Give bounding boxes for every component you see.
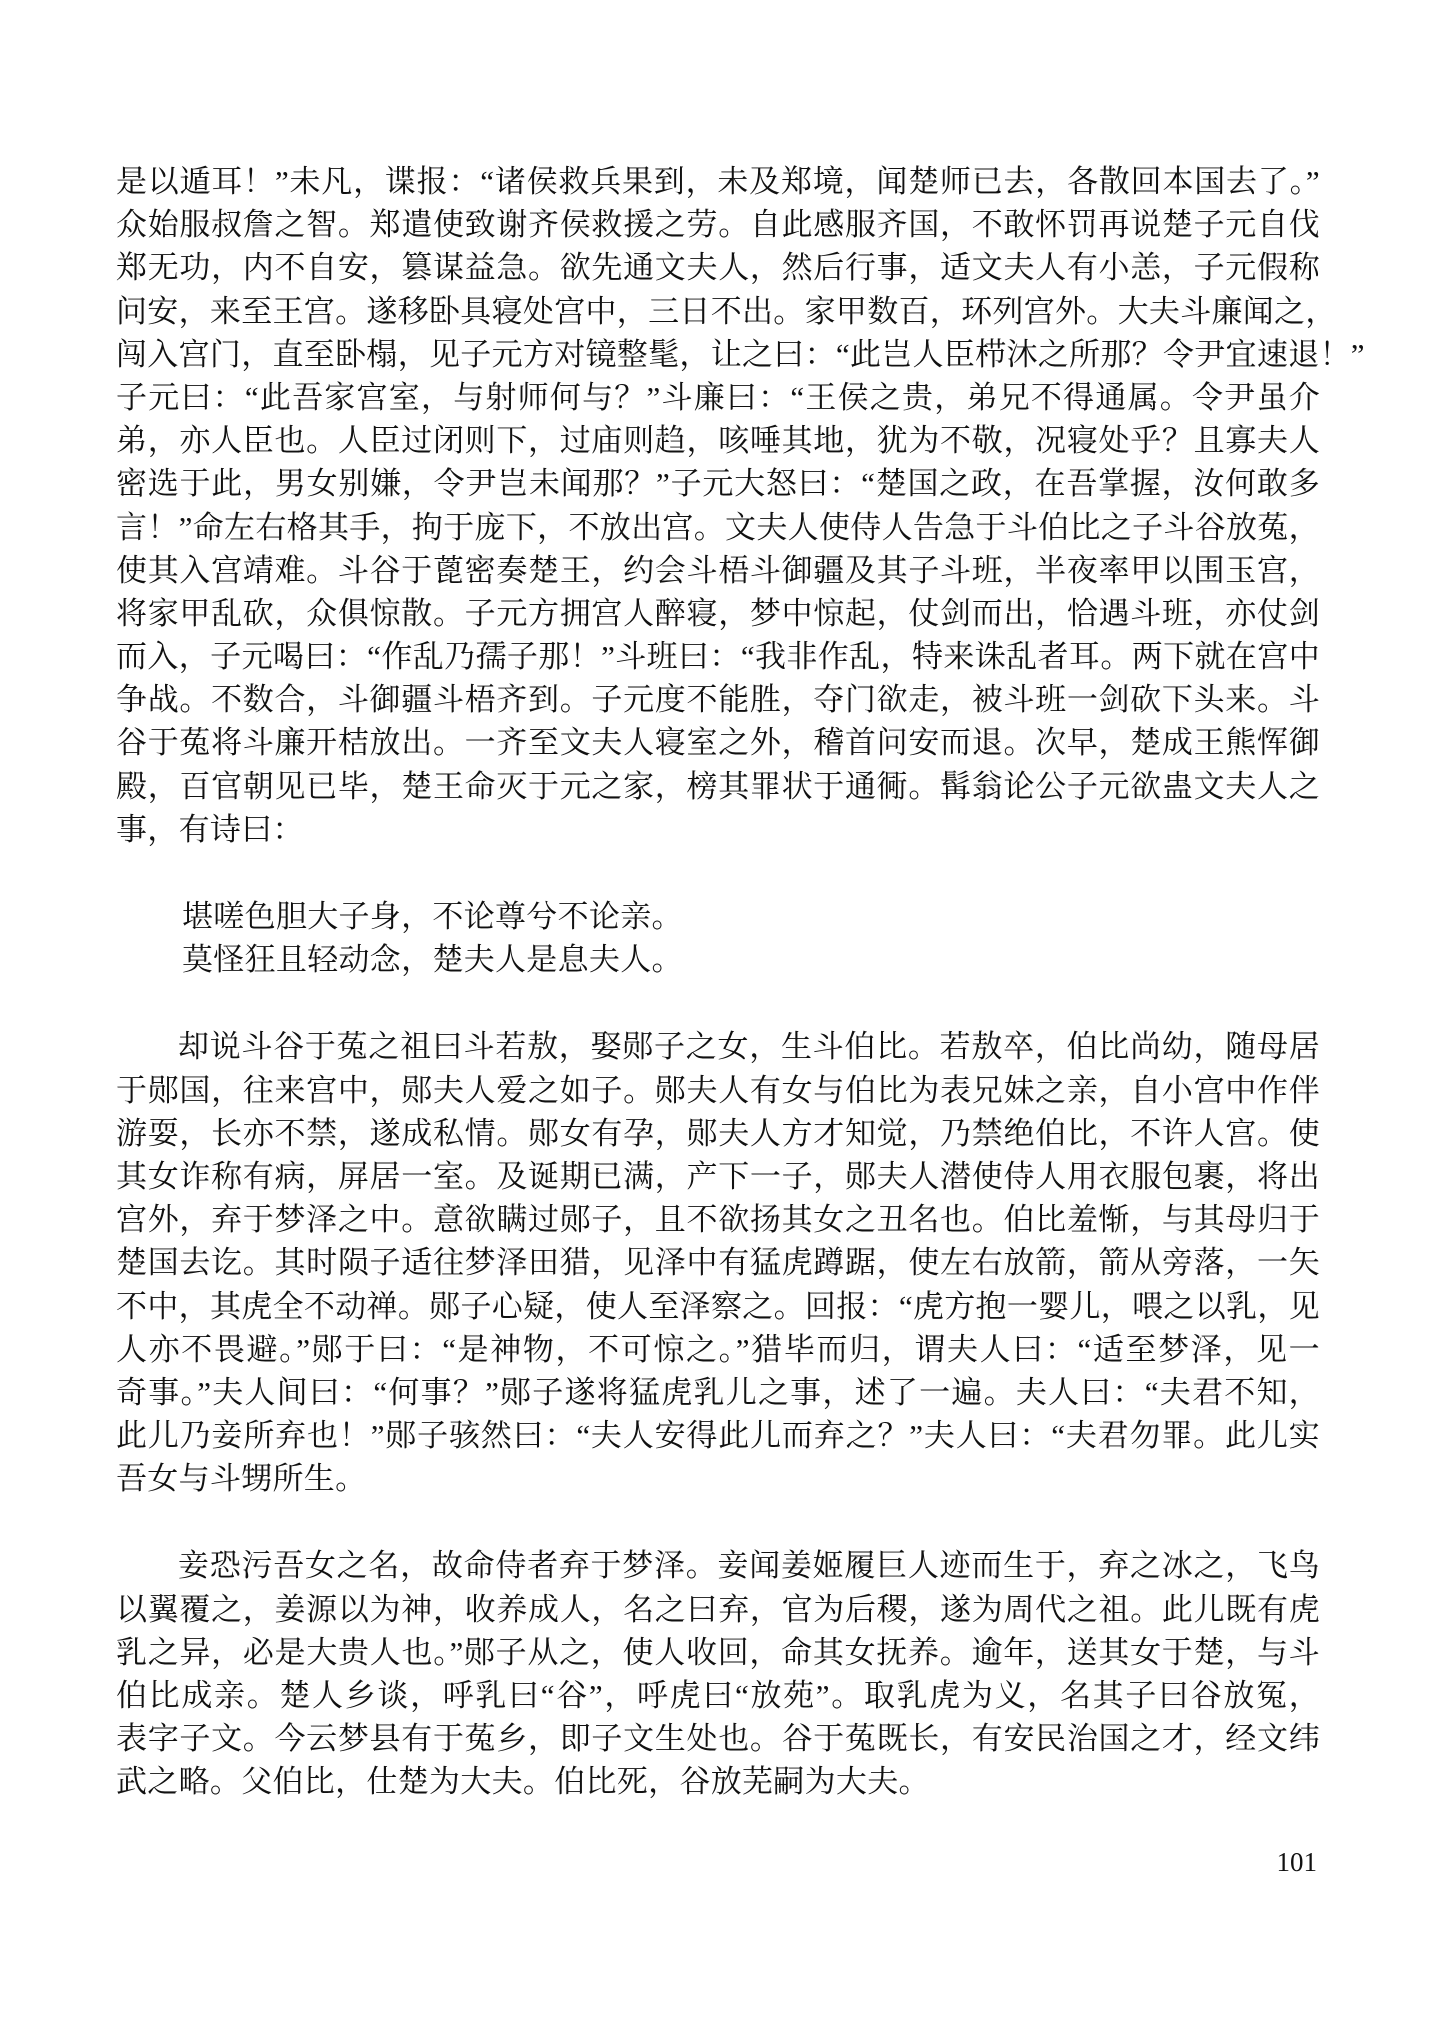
text-line: 问安，来至王宫。遂移卧具寝处宫中，三日不出。家甲数百，环列宫外。大夫斗廉闻之， xyxy=(116,293,1337,329)
text-line: 奇事。”夫人间曰：“何事？”郧子遂将猛虎乳儿之事，述了一遍。夫人曰：“夫君不知， xyxy=(116,1374,1320,1410)
text-line: 言！”命左右格其手，拘于庞下，不放出宫。文夫人使侍人告急于斗伯比之子斗谷放菟， xyxy=(116,509,1320,545)
text-line: 表字子文。今云梦县有于菟乡，即子文生处也。谷于菟既长，有安民治国之才，经文纬 xyxy=(116,1721,1320,1757)
text-line: 莫怪狂且轻动念，楚夫人是息夫人。 xyxy=(182,942,683,978)
text-line: 宫外，弃于梦泽之中。意欲瞒过郧子，且不欲扬其女之丑名也。伯比羞惭，与其母归于 xyxy=(116,1202,1320,1238)
text-line: 游耍，长亦不禁，遂成私情。郧女有孕，郧夫人方才知觉，乃禁绝伯比，不许人宫。使 xyxy=(116,1115,1320,1151)
text-line: 密选于此，男女别嫌，令尹岂未闻那？”子元大怒曰：“楚国之政，在吾掌握，汝何敢多 xyxy=(116,466,1320,502)
text-line: 子元曰：“此吾家宫室，与射师何与？”斗廉曰：“王侯之贵，弟兄不得通属。令尹虽介 xyxy=(116,379,1320,415)
paragraph xyxy=(116,1025,1320,1500)
text-line: 郑无功，内不自安，篡谋益急。欲先通文夫人，然后行事，适文夫人有小恙，子元假称 xyxy=(116,250,1320,286)
text-line: 不中，其虎全不动禅。郧子心疑，使人至泽察之。回报：“虎方抱一婴儿，喂之以乳，见 xyxy=(116,1288,1320,1324)
text-line: 楚国去讫。其时陨子适往梦泽田猎，见泽中有猛虎蹲踞，使左右放箭，箭从旁落，一矢 xyxy=(116,1245,1320,1281)
paragraph xyxy=(116,160,1365,851)
text-line: 伯比成亲。楚人乡谈，呼乳曰“谷”，呼虎曰“放苑”。取乳虎为义，名其子曰谷放冤， xyxy=(116,1678,1320,1713)
text-line: 吾女与斗甥所生。 xyxy=(116,1461,367,1497)
poem-block xyxy=(116,895,1320,981)
text-line: 此儿乃妾所弃也！”郧子骇然曰：“夫人安得此儿而弃之？”夫人曰：“夫君勿罪。此儿实 xyxy=(116,1418,1320,1454)
text-line: 争战。不数合，斗御疆斗梧齐到。子元度不能胜，夺门欲走，被斗班一剑砍下头来。斗 xyxy=(116,682,1320,718)
page-text xyxy=(116,160,1365,1804)
text-line: 却说斗谷于菟之祖曰斗若敖，娶郧子之女，生斗伯比。若敖卒，伯比尚幼，随母居 xyxy=(178,1029,1320,1065)
text-line: 其女诈称有病，屏居一室。及诞期已满，产下一子，郧夫人潜使侍人用衣服包裹，将出 xyxy=(116,1158,1320,1194)
text-line: 于郧国，往来宫中，郧夫人爱之如子。郧夫人有女与伯比为表兄妹之亲，自小宫中作伴 xyxy=(116,1072,1320,1108)
text-line: 武之略。父伯比，仕楚为大夫。伯比死，谷放芜嗣为大夫。 xyxy=(116,1764,930,1800)
text-line: 殿，百官朝见已毕，楚王命灭于元之家，榜其罪状于通衕。髯翁论公子元欲蛊文夫人之 xyxy=(116,768,1320,804)
text-line: 将家甲乱砍，众俱惊散。子元方拥宫人醉寝，梦中惊起，仗剑而出，恰遇斗班，亦仗剑 xyxy=(116,595,1320,631)
text-line: 众始服叔詹之智。郑遣使致谢齐侯救援之劳。自此感服齐国，不敢怀罚再说楚子元自伐 xyxy=(116,207,1320,243)
text-line: 弟，亦人臣也。人臣过闭则下，过庙则趋，咳唾其地，犹为不敬，况寝处乎？且寡夫人 xyxy=(116,423,1320,459)
text-line: 是以遁耳！”未凡，谍报：“诸侯救兵果到，未及郑境，闻楚师已去，各散回本国去了。” xyxy=(116,164,1320,199)
page-number: 101 xyxy=(1276,1847,1317,1877)
text-line: 以翼覆之，姜源以为神，收养成人，名之曰弃，官为后稷，遂为周代之祖。此儿既有虎 xyxy=(116,1591,1320,1627)
text-line: 使其入宫靖难。斗谷于蓖密奏楚王，约会斗梧斗御疆及其子斗班，半夜率甲以围玉宫， xyxy=(116,552,1320,588)
text-line: 谷于菟将斗廉开桔放出。一齐至文夫人寝室之外，稽首问安而退。次早，楚成王熊恽御 xyxy=(116,725,1320,761)
text-line: 妾恐污吾女之名，故命侍者弃于梦泽。妾闻姜姬履巨人迹而生于，弃之冰之，飞鸟 xyxy=(178,1548,1320,1584)
text-line: 堪嗟色胆大子身，不论尊兮不论亲。 xyxy=(182,899,683,934)
paragraph xyxy=(116,1544,1320,1803)
text-line: 乳之异，必是大贵人也。”郧子从之，使人收回，命其女抚养。逾年，送其女于楚，与斗 xyxy=(116,1634,1320,1670)
text-line: 事，有诗曰： xyxy=(116,811,304,847)
text-line: 人亦不畏避。”郧于曰：“是神物，不可惊之。”猎毕而归，谓夫人曰：“适至梦泽，见一 xyxy=(116,1331,1320,1367)
text-line: 而入，子元喝曰：“作乱乃孺子那！”斗班曰：“我非作乱，特来诛乱者耳。两下就在宫中 xyxy=(116,639,1320,675)
text-line: 闯入宫门，直至卧榻，见子元方对镜整髦，让之曰：“此岂人臣栉沐之所那？令尹宜速退！” xyxy=(116,336,1365,372)
